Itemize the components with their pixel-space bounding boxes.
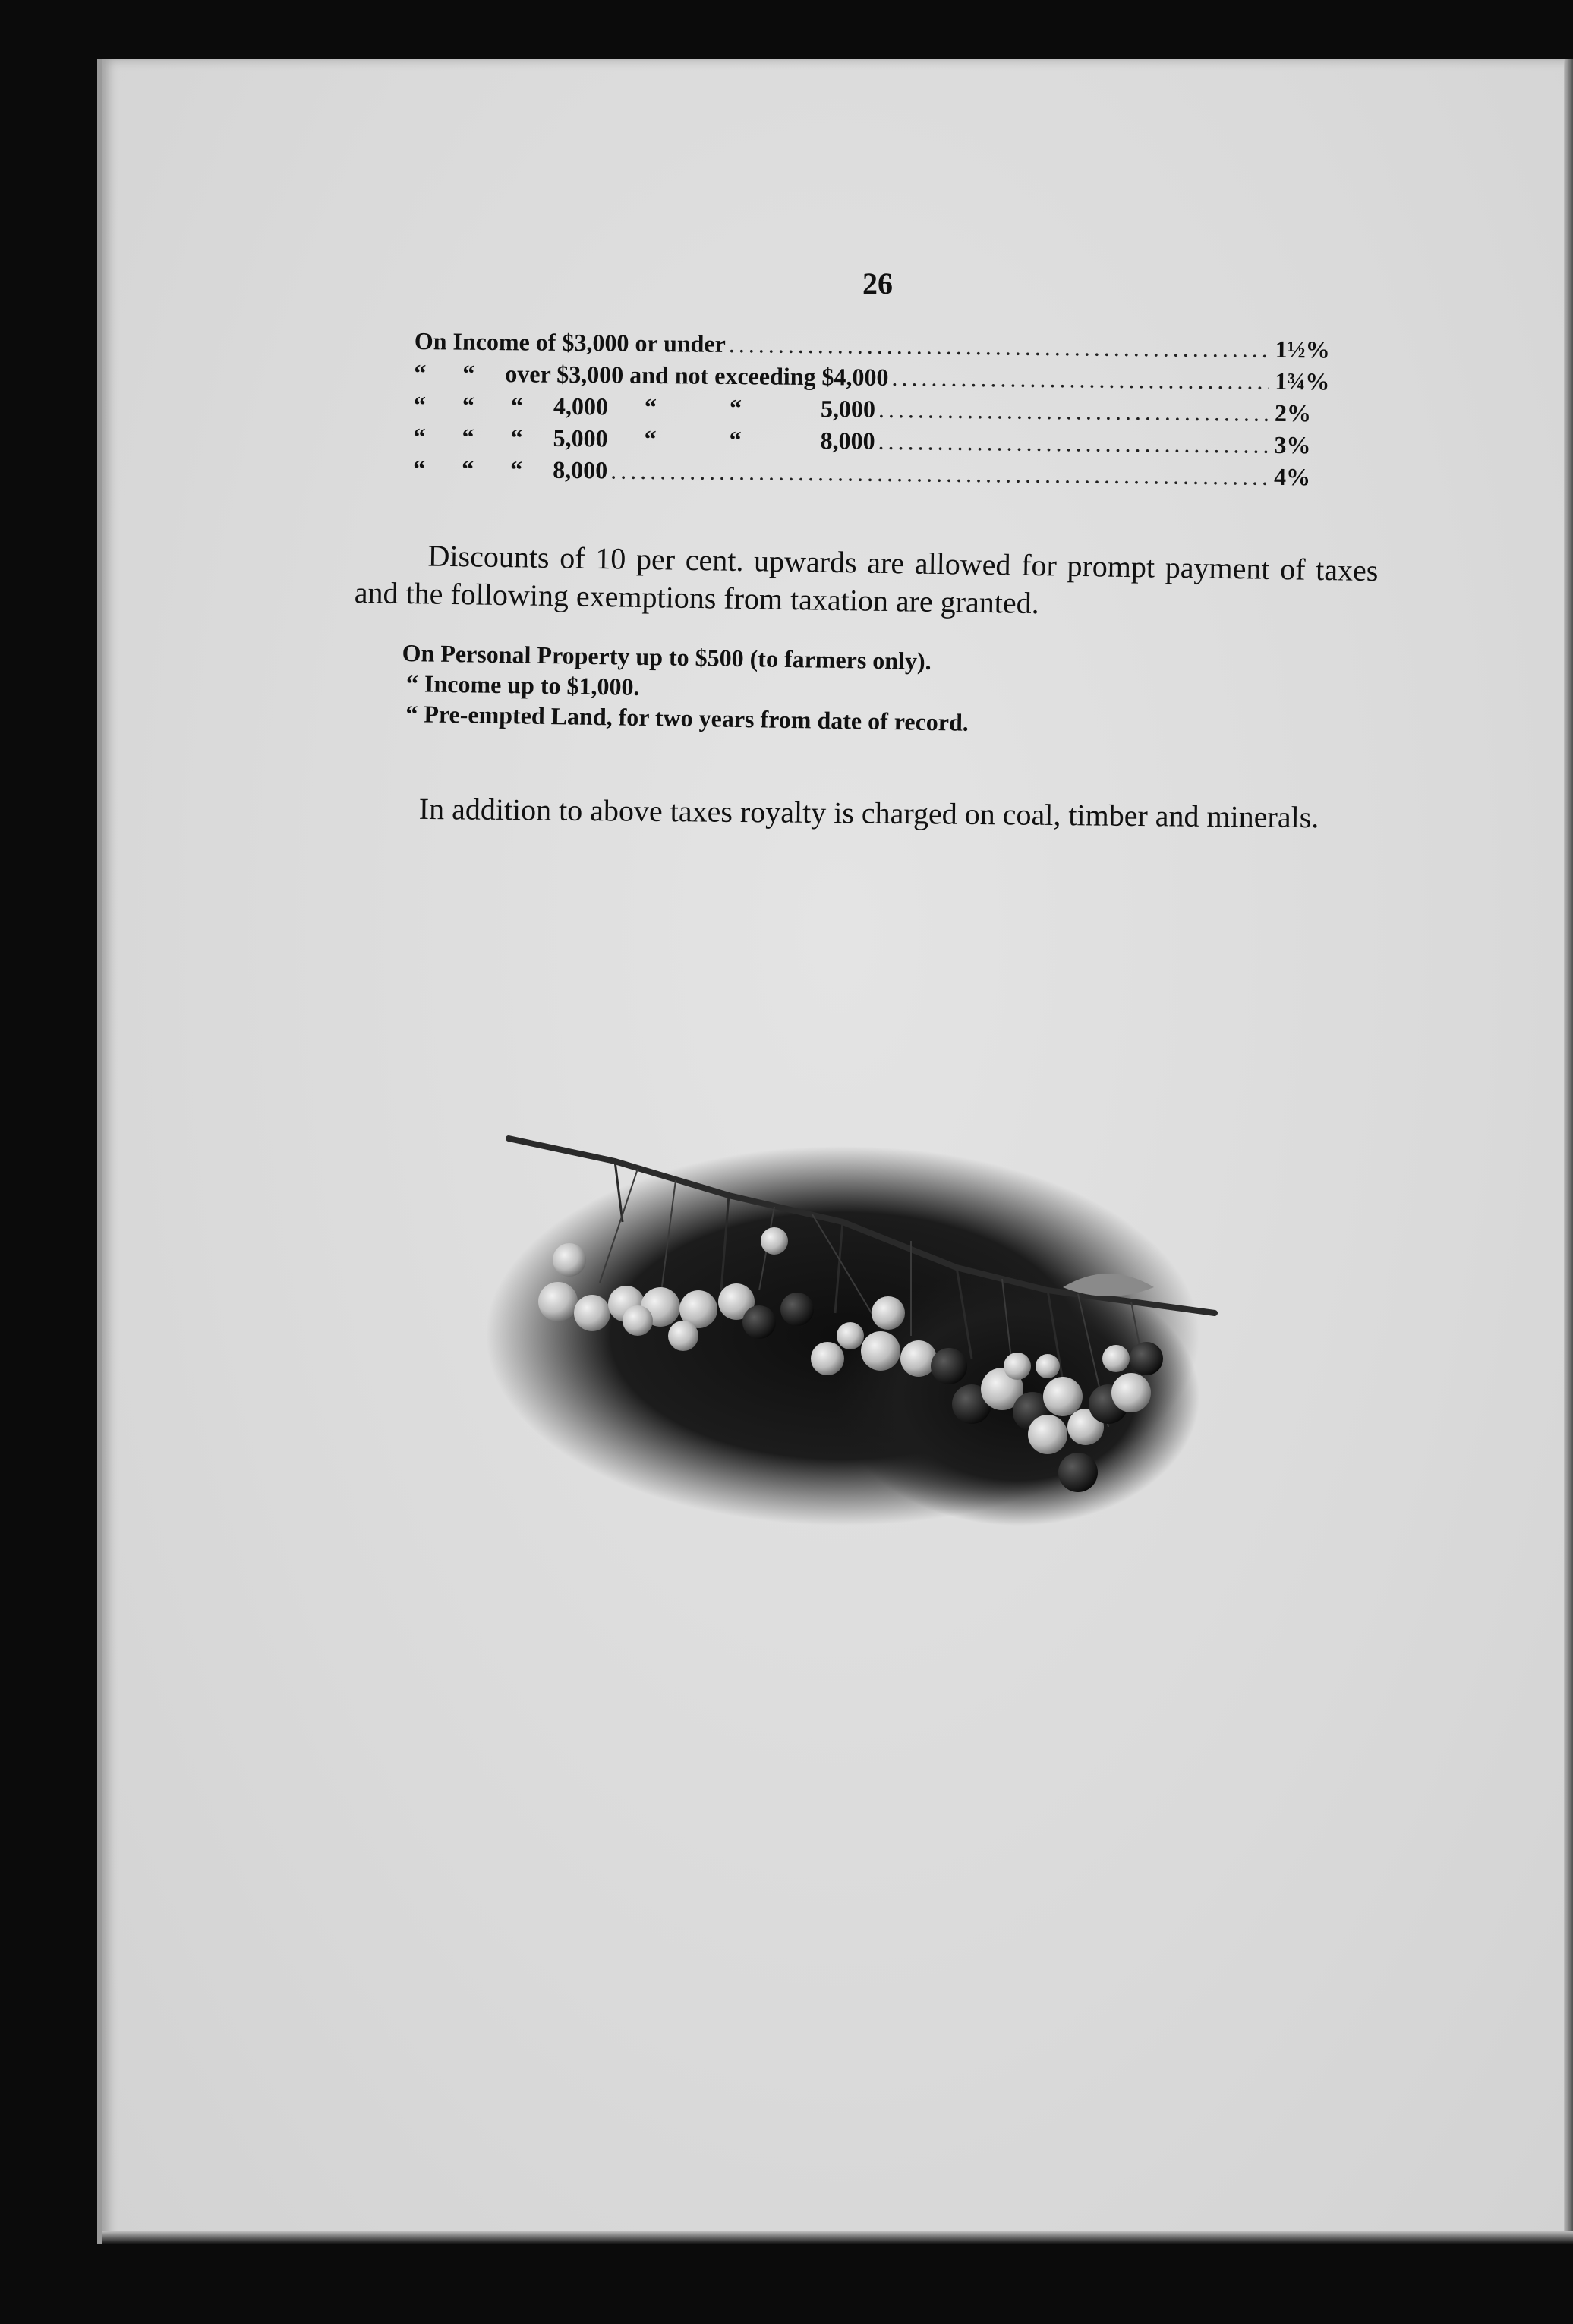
cherry-branch-icon	[486, 1108, 1245, 1533]
exemption-item: On Personal Property up to $500 (to farmers only).	[402, 638, 932, 675]
dot-leader	[878, 393, 1269, 429]
rate-label: “ “ “ 8,000	[413, 454, 608, 484]
income-tax-rate-table	[413, 325, 1338, 493]
rate-label: “ “ “ 5,000 “ “ 8,000	[413, 422, 875, 455]
rate-value: 4%	[1273, 462, 1311, 491]
page-number: 26	[862, 266, 893, 301]
page-edge-bottom	[102, 2231, 1573, 2244]
rate-value: 2%	[1274, 398, 1312, 427]
page-edge-right	[1564, 59, 1573, 2244]
dot-leader	[610, 454, 1268, 492]
dot-leader	[891, 361, 1269, 397]
dot-leader	[878, 425, 1268, 461]
exemption-list	[401, 638, 1162, 741]
exemption-item: “ Income up to $1,000.	[405, 669, 640, 701]
royalty-paragraph: In addition to above taxes royalty is charged on coal, timber and minerals.	[418, 791, 1319, 835]
dot-leader	[729, 328, 1269, 365]
rate-label: On Income of $3,000 or under	[414, 326, 727, 357]
rate-value: 1¾%	[1275, 367, 1330, 395]
rate-label: “ “ “ 4,000 “ “ 5,000	[413, 390, 876, 423]
exemption-item: “ Pre-empted Land, for two years from date of record.	[405, 700, 969, 736]
discount-paragraph: Discounts of 10 per cent. upwards are allowed for prompt payment of taxes and the following exemptions from taxation are granted.	[354, 538, 1379, 621]
rate-value: 3%	[1274, 430, 1311, 459]
rate-value: 1½%	[1275, 335, 1330, 364]
rate-label: “ “ over $3,000 and not exceeding $4,000	[414, 358, 889, 391]
